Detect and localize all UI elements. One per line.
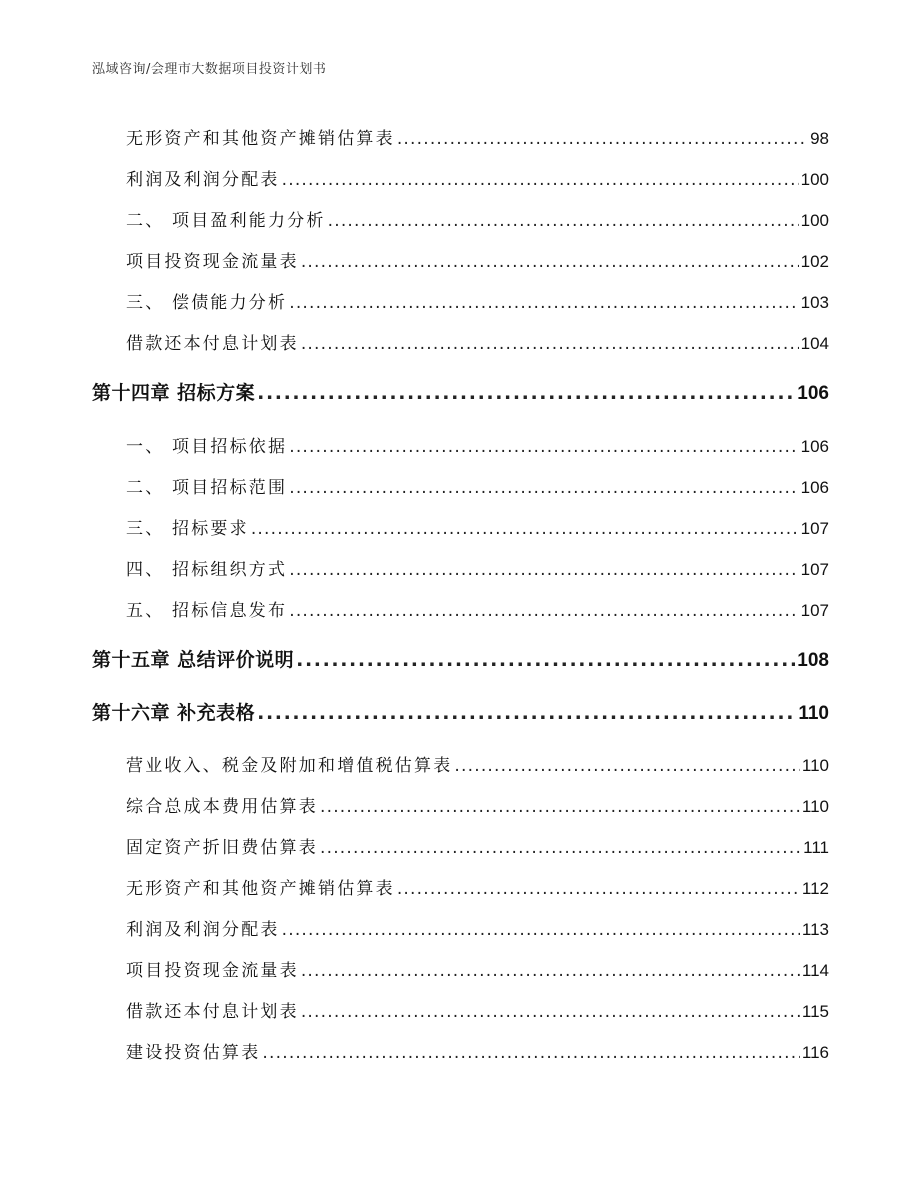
toc-chapter-page: 110 bbox=[798, 703, 829, 724]
toc-chapter-page: 108 bbox=[797, 650, 829, 671]
toc-leader-dots bbox=[282, 920, 800, 940]
toc-entry-title: 四、 招标组织方式 bbox=[126, 560, 288, 580]
toc-entry[interactable] bbox=[126, 596, 829, 621]
toc-entry[interactable] bbox=[126, 751, 829, 776]
toc-entry[interactable] bbox=[126, 247, 829, 272]
toc-entry-title: 综合总成本费用估算表 bbox=[126, 797, 318, 817]
toc-entry[interactable] bbox=[126, 165, 829, 190]
toc-entry[interactable] bbox=[126, 833, 829, 858]
toc-entry-title: 三、 偿债能力分析 bbox=[126, 293, 288, 313]
toc-entry[interactable] bbox=[126, 792, 829, 817]
toc-entry-title: 借款还本付息计划表 bbox=[126, 1002, 299, 1022]
toc-entry-title: 固定资产折旧费估算表 bbox=[126, 838, 318, 858]
toc-leader-dots bbox=[262, 1043, 799, 1063]
toc-chapter-title: 第十五章 总结评价说明 bbox=[92, 649, 295, 671]
toc-entry-title: 五、 招标信息发布 bbox=[126, 601, 288, 621]
toc-entry-page: 98 bbox=[810, 129, 829, 148]
toc-entry-title: 无形资产和其他资产摊销估算表 bbox=[126, 129, 395, 149]
toc-leader-dots bbox=[289, 293, 798, 313]
toc-entry-page: 100 bbox=[800, 211, 829, 230]
toc-entry-page: 100 bbox=[800, 170, 829, 189]
toc-entry-page: 106 bbox=[800, 478, 829, 497]
toc-entry-page: 107 bbox=[800, 560, 829, 579]
toc-leader-dots bbox=[328, 211, 799, 231]
toc-leader-dots bbox=[251, 519, 799, 539]
toc-entry[interactable] bbox=[126, 956, 829, 981]
toc-entry-title: 三、 招标要求 bbox=[126, 519, 249, 539]
toc-entry-title: 无形资产和其他资产摊销估算表 bbox=[126, 879, 395, 899]
toc-entry-title: 项目投资现金流量表 bbox=[126, 252, 299, 272]
toc-entry[interactable] bbox=[126, 874, 829, 899]
toc-leader-dots bbox=[320, 838, 801, 858]
toc-entry-page: 116 bbox=[801, 1043, 829, 1062]
toc-entry-page: 107 bbox=[800, 519, 829, 538]
toc-leader-dots bbox=[301, 961, 800, 981]
toc-chapter-entry[interactable] bbox=[92, 378, 829, 405]
toc-leader-dots bbox=[257, 702, 796, 724]
toc-entry-page: 106 bbox=[800, 437, 829, 456]
toc-leader-dots bbox=[289, 560, 798, 580]
toc-entry-title: 利润及利润分配表 bbox=[126, 170, 280, 190]
toc-entry-title: 借款还本付息计划表 bbox=[126, 334, 299, 354]
toc-chapter-page: 106 bbox=[797, 383, 829, 404]
toc-entry-title: 营业收入、税金及附加和增值税估算表 bbox=[126, 756, 453, 776]
toc-entry-page: 112 bbox=[801, 879, 829, 898]
toc-entry-page: 110 bbox=[801, 756, 829, 775]
toc-entry-title: 利润及利润分配表 bbox=[126, 920, 280, 940]
toc-entry[interactable] bbox=[126, 514, 829, 539]
toc-leader-dots bbox=[397, 879, 800, 899]
toc-entry-page: 110 bbox=[801, 797, 829, 816]
toc-entry[interactable] bbox=[126, 124, 829, 149]
toc-entry-page: 103 bbox=[800, 293, 829, 312]
toc-leader-dots bbox=[301, 334, 799, 354]
toc-leader-dots bbox=[289, 478, 798, 498]
toc-entry-page: 102 bbox=[800, 252, 829, 271]
toc-entry-title: 项目投资现金流量表 bbox=[126, 961, 299, 981]
toc-entry[interactable] bbox=[126, 1038, 829, 1063]
toc-leader-dots bbox=[257, 382, 795, 404]
toc-leader-dots bbox=[301, 1002, 800, 1022]
toc-entry-title: 二、 项目盈利能力分析 bbox=[126, 211, 326, 231]
toc-leader-dots bbox=[296, 649, 795, 671]
running-header: 泓域咨询/会理市大数据项目投资计划书 bbox=[92, 62, 327, 77]
toc-leader-dots bbox=[454, 756, 799, 776]
toc-chapter-title: 第十四章 招标方案 bbox=[92, 382, 256, 404]
toc-entry[interactable] bbox=[126, 288, 829, 313]
toc-entry[interactable] bbox=[126, 432, 829, 457]
toc-leader-dots bbox=[301, 252, 799, 272]
toc-chapter-title: 第十六章 补充表格 bbox=[92, 702, 256, 724]
toc-entry-page: 111 bbox=[803, 838, 829, 857]
toc-chapter-entry[interactable] bbox=[92, 645, 829, 672]
toc-entry[interactable] bbox=[126, 915, 829, 940]
toc-entry-page: 107 bbox=[800, 601, 829, 620]
toc-leader-dots bbox=[289, 601, 798, 621]
toc-entry[interactable] bbox=[126, 329, 829, 354]
toc-entry-page: 113 bbox=[801, 920, 829, 939]
toc-leader-dots bbox=[289, 437, 798, 457]
toc-entry[interactable] bbox=[126, 206, 829, 231]
toc-entry-title: 建设投资估算表 bbox=[126, 1043, 261, 1063]
toc-leader-dots bbox=[320, 797, 800, 817]
toc-leader-dots bbox=[397, 129, 808, 149]
toc-entry-title: 一、 项目招标依据 bbox=[126, 437, 288, 457]
toc-entry-page: 104 bbox=[800, 334, 829, 353]
toc-entry[interactable] bbox=[126, 997, 829, 1022]
toc-entry[interactable] bbox=[126, 555, 829, 580]
toc-entry-page: 114 bbox=[801, 961, 829, 980]
toc-entry-page: 115 bbox=[801, 1002, 829, 1021]
toc-chapter-entry[interactable] bbox=[92, 698, 829, 725]
toc-leader-dots bbox=[282, 170, 799, 190]
toc-entry-title: 二、 项目招标范围 bbox=[126, 478, 288, 498]
toc-entry[interactable] bbox=[126, 473, 829, 498]
